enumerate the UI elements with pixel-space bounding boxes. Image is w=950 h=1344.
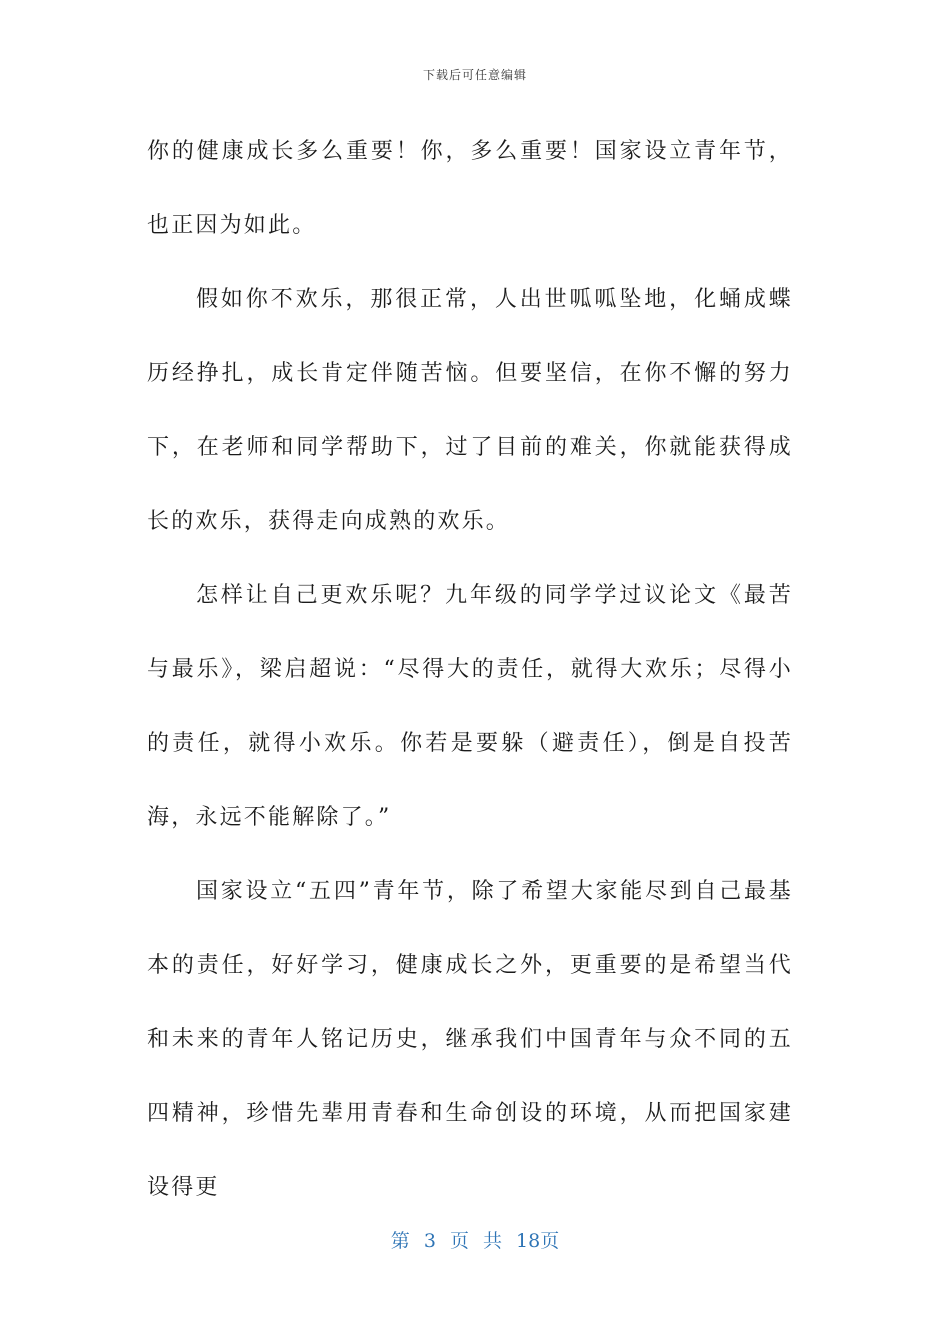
document-body — [147, 115, 793, 1225]
paragraph-3: 怎样让自己更欢乐呢？九年级的同学学过议论文《最苦与最乐》，梁启超说：“尽得大的责任，就得大欢乐；尽得小的责任，就得小欢乐。你若是要躲（避责任），倒是自投苦海，永远不能解除了。” — [147, 583, 793, 830]
paragraph-1: 你的健康成长多么重要！你，多么重要！国家设立青年节，也正因为如此。 — [147, 139, 793, 238]
page-number-footer: 第 3 页 共 18页 — [390, 1230, 560, 1252]
page-header-note: 下载后可任意编辑 — [422, 68, 527, 82]
paragraph-4: 国家设立“五四”青年节，除了希望大家能尽到自己最基本的责任，好好学习，健康成长之外，更重要的是希望当代和未来的青年人铭记历史，继承我们中国青年与众不同的五四精神，珍惜先辈用青春和生命创设的环境，从而把国家建设得更 — [147, 879, 793, 1200]
paragraph-2: 假如你不欢乐，那很正常，人出世呱呱坠地，化蛹成蝶历经挣扎，成长肯定伴随苦恼。但要坚信，在你不懈的努力下，在老师和同学帮助下，过了目前的难关，你就能获得成长的欢乐，获得走向成熟的欢乐。 — [147, 287, 793, 534]
